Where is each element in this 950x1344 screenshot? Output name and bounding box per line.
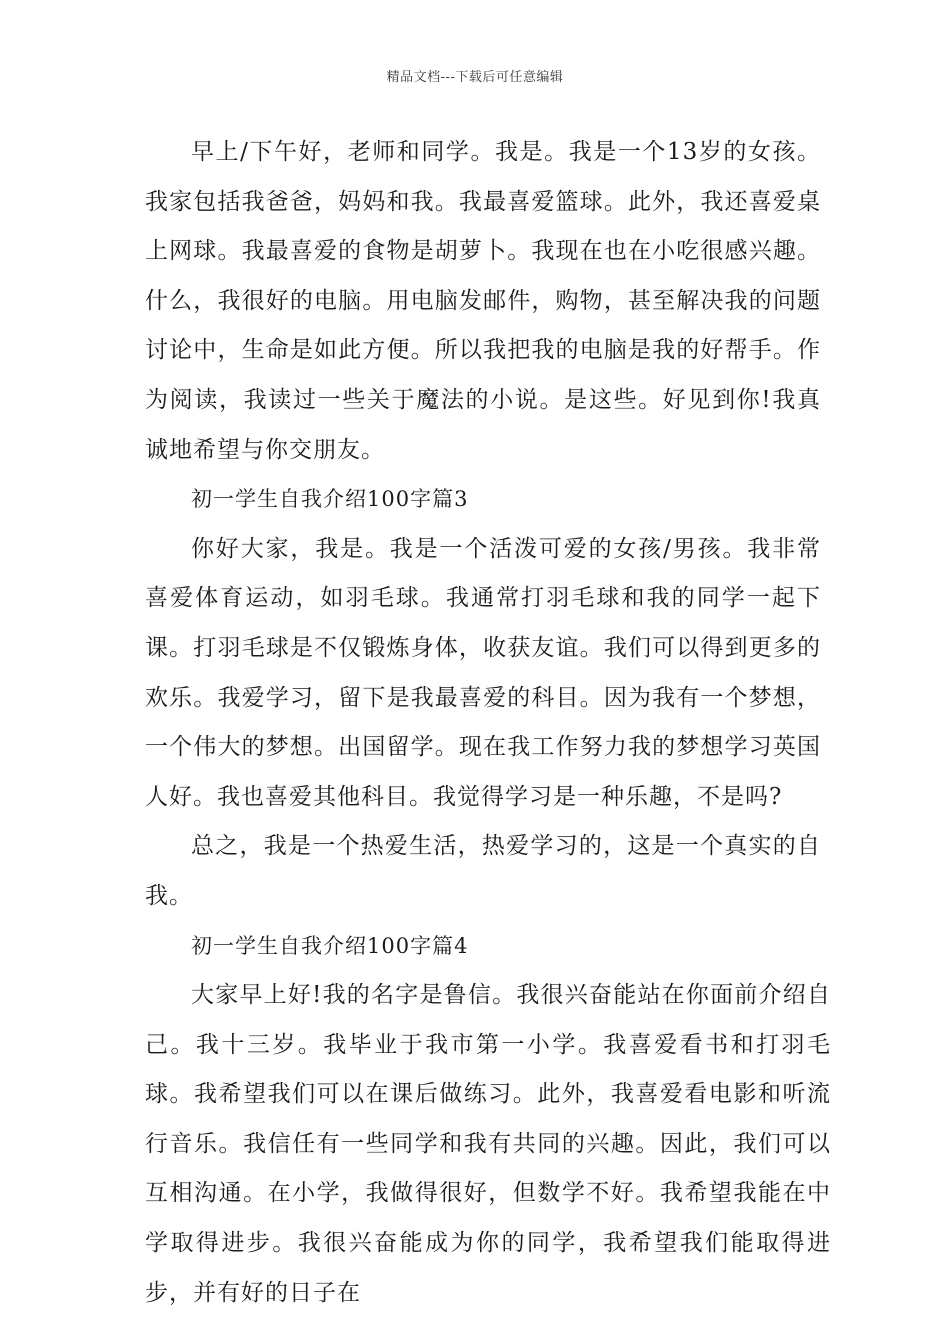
page-header: 精品文档---下载后可任意编辑 (386, 70, 564, 85)
document-body (145, 128, 831, 1318)
paragraph-intro-1: 早上/下午好，老师和同学。我是。我是一个13岁的女孩。我家包括我爸爸，妈妈和我。我最喜爱篮球。此外，我还喜爱桌上网球。我最喜爱的食物是胡萝卜。我现在也在小吃很感兴趣。什么，我很好的电脑。用电脑发邮件，购物，甚至解决我的问题讨论中，生命是如此方便。所以我把我的电脑是我的好帮手。作为阅读，我读过一些关于魔法的小说。是这些。好见到你!我真诚地希望与你交朋友。 (145, 139, 821, 463)
section-heading-4: 初一学生自我介绍100字篇4 (191, 933, 469, 958)
paragraph-intro-3: 大家早上好!我的名字是鲁信。我很兴奋能站在你面前介绍自己。我十三岁。我毕业于我市第一小学。我喜爱看书和打羽毛球。我希望我们可以在课后做练习。此外，我喜爱看电影和听流行音乐。我信任有一些同学和我有共同的兴趣。因此，我们可以互相沟通。在小学，我做得很好，但数学不好。我希望我能在中学取得进步。我很兴奋能成为你的同学，我希望我们能取得进步，并有好的日子在 (145, 982, 831, 1306)
paragraph-conclusion: 总之，我是一个热爱生活，热爱学习的，这是一个真实的自我。 (145, 833, 821, 909)
section-heading-3: 初一学生自我介绍100字篇3 (191, 487, 469, 512)
paragraph-intro-2: 你好大家，我是。我是一个活泼可爱的女孩/男孩。我非常喜爱体育运动，如羽毛球。我通常打羽毛球和我的同学一起下课。打羽毛球是不仅锻炼身体，收获友谊。我们可以得到更多的欢乐。我爱学习，留下是我最喜爱的科目。因为我有一个梦想，一个伟大的梦想。出国留学。现在我工作努力我的梦想学习英国人好。我也喜爱其他科目。我觉得学习是一种乐趣，不是吗? (145, 535, 821, 810)
